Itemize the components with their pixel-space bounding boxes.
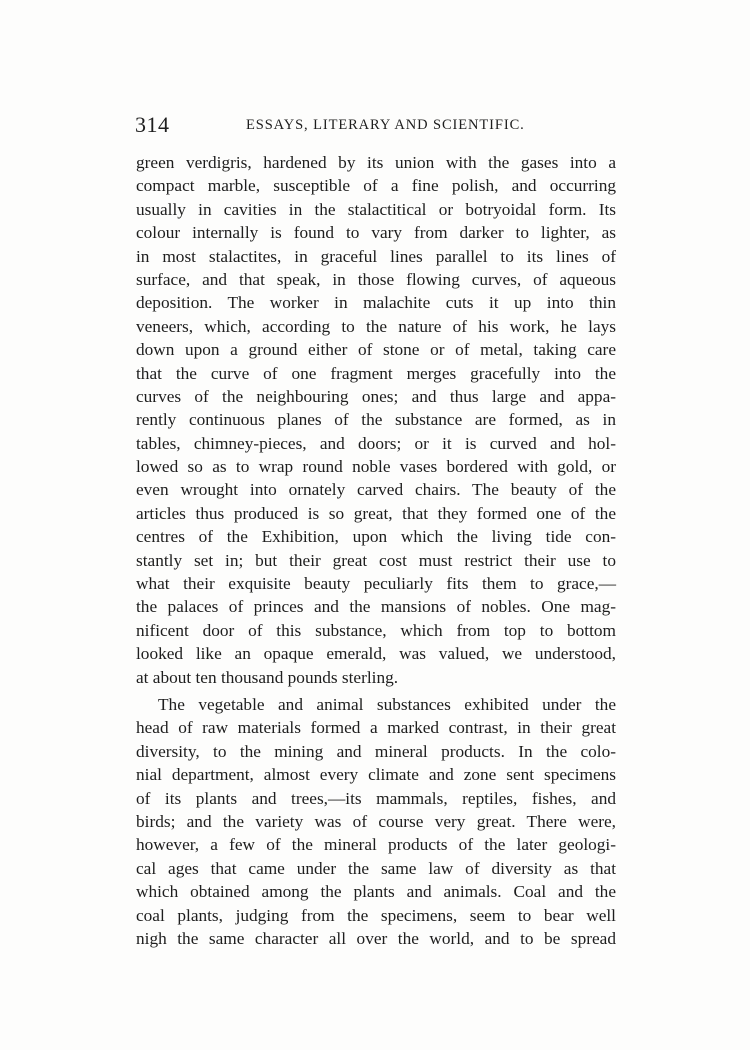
- text-line: veneers, which, according to the nature of his work, he lays: [136, 316, 616, 336]
- text-line: however, a few of the mineral products of the later geologi-: [136, 835, 616, 855]
- text-line: surface, and that speak, in those flowing curves, of aqueous: [136, 269, 616, 289]
- text-line: what their exquisite beauty peculiarly fits them to grace,—: [136, 574, 616, 594]
- text-line: tables, chimney-pieces, and doors; or it is curved and hol-: [136, 433, 616, 453]
- text-line: articles thus produced is so great, that they formed one of the: [136, 503, 616, 523]
- text-line: lowed so as to wrap round noble vases bordered with gold, or: [136, 457, 616, 477]
- text-line: head of raw materials formed a marked contrast, in their great: [136, 718, 616, 738]
- text-line: in most stalactites, in graceful lines parallel to its lines of: [136, 246, 616, 266]
- text-line: which obtained among the plants and animals. Coal and the: [136, 882, 616, 902]
- text-line: rently continuous planes of the substance are formed, as in: [136, 410, 616, 430]
- text-line: coal plants, judging from the specimens, seem to bear well: [136, 905, 616, 925]
- text-line: diversity, to the mining and mineral products. In the colo-: [136, 741, 616, 761]
- text-line: nial department, almost every climate and zone sent specimens: [136, 765, 616, 785]
- text-line: the palaces of princes and the mansions of nobles. One mag-: [136, 597, 616, 617]
- text-line: looked like an opaque emerald, was valued, we understood,: [136, 644, 616, 664]
- body-text: [136, 151, 616, 950]
- paragraph: [136, 151, 616, 689]
- text-line: stantly set in; but their great cost must restrict their use to: [136, 550, 616, 570]
- text-line: birds; and the variety was of course very great. There were,: [136, 811, 616, 831]
- text-line: The vegetable and animal substances exhibited under the: [158, 694, 616, 714]
- text-line: centres of the Exhibition, upon which the living tide con-: [136, 527, 616, 547]
- text-line: nigh the same character all over the world, and to be spread: [136, 928, 616, 948]
- text-line: green verdigris, hardened by its union with the gases into a: [136, 153, 616, 172]
- text-line: even wrought into ornately carved chairs. The beauty of the: [136, 480, 616, 500]
- text-line: nificent door of this substance, which from top to bottom: [136, 620, 616, 640]
- text-line: down upon a ground either of stone or of metal, taking care: [136, 340, 616, 360]
- paragraph: [136, 693, 616, 950]
- text-line: that the curve of one fragment merges gracefully into the: [136, 363, 616, 383]
- text-line: curves of the neighbouring ones; and thus large and appa-: [136, 386, 616, 406]
- running-title: ESSAYS, LITERARY AND SCIENTIFIC.: [246, 117, 525, 133]
- page-number: 314: [135, 112, 170, 137]
- text-line: cal ages that came under the same law of diversity as that: [136, 858, 616, 878]
- text-line: at about ten thousand pounds sterling.: [136, 667, 399, 687]
- text-line: usually in cavities in the stalactitical or botryoidal form. Its: [136, 199, 616, 219]
- text-line: of its plants and trees,—its mammals, reptiles, fishes, and: [136, 788, 616, 808]
- text-line: colour internally is found to vary from darker to lighter, as: [136, 223, 616, 243]
- text-line: compact marble, susceptible of a fine polish, and occurring: [136, 176, 616, 196]
- text-line: deposition. The worker in malachite cuts it up into thin: [136, 293, 616, 313]
